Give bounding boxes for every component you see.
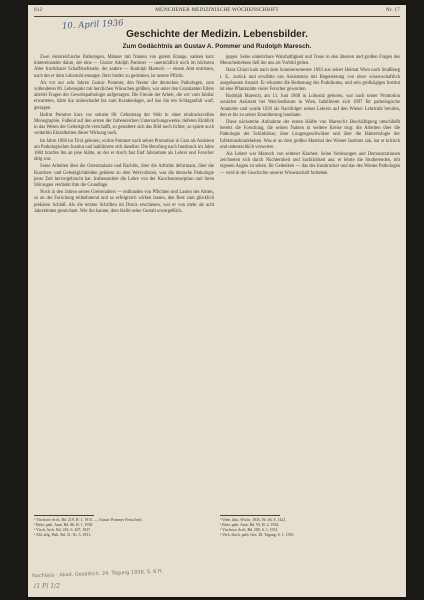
- footnote: ² Beitr. path. Anat. Bd. 86, H. 1, 1930.: [34, 523, 94, 527]
- library-stamp: Nachlass · Akad. Gesellsch. 24. Tagung 1936, S. 6 ff.: [31, 568, 164, 580]
- handwritten-date: 10. April 1936: [61, 18, 124, 32]
- paragraph: Diese nächsterne Aufnahme der ersten Hälfte von Maresch's Beschäftigung umschließt bereits die Forschung, die seinen Namen in weitere Kreise trug: die Arbeiten über die Pathologie der Schilddrüse, über Lungengeschwülste und über die Bakteriologie der Infektionskrankheiten. Was er an dem großen Material des Wiener Instituts sah, hat er kritisch und unbestechlich verwertet.: [220, 120, 400, 150]
- page-number: 612: [34, 7, 43, 13]
- journal-title: MÜNCHENER MEDIZINISCHE WOCHENSCHRIFT: [155, 7, 279, 13]
- paragraph: Hofrat Pommer kurz vor seinem 80. Geburtstag der Welt in einer eindrucksvollen Monographie, Fußend auf den ersten der farbenreichen Untersuchungswerke, tieferen Einblick in das Wesen der Gelenkgicht verschafft, so gestaltete sich das Bild noch lichter, so spärte auch weiterhin Einzelheiten dieser Wirkung nach.: [34, 112, 214, 137]
- footnote: ¹ Virchows Arch. Bd. 219, H. 1, 1915. — Gustav Pommer Festschrift.: [34, 518, 143, 522]
- paragraph: Zwei österreichische Pathologen, Männer mit Namen von gutem Klange, sanken kurz hintereinander dahin, der eine — Gustav Adolph Pommer — unermüdlich noch im höchsten Alter fruchtbarer Schaffensfreude, der andere — Rudolph Maresch — einem Amt entrissen, nach der er dem Lehrstuhl entsagte. Ihrer beider zu gedenken, ist unsere Pflicht.: [34, 55, 214, 79]
- paragraph: Hans Chiari kam nach dem Sommersemester 1893 aus seiner Heimat Wien nach Straßburg i. E., zurück und erwählte uns Assistenten mit Begeisterung von einer wissenschaftlich ausgebauten Anstalt. Er erkannte die Bedeutung des Praktikums, und sein großzügiges Institut ist eine Pflanzstätte vieler Forscher geworden.: [220, 68, 400, 93]
- left-column: [34, 55, 214, 215]
- footnote: ² Beitr. path. Anat. Bd. 93, H. 2, 1934.: [220, 523, 280, 527]
- left-footnotes: [34, 518, 214, 538]
- paragraph: Im Jahre 1868 im Tirol geboren, wirkte Pommer nach seiner Promotion in Graz als Assistent am Pathologischen Institut und habilitierte sich daselbst. Die Berufung nach Innsbruck im Jahre 1884 brachte ihn an jene Stätte, an der er durch fast fünf Jahrzehnte als Lehrer und Forscher tätig war.: [34, 138, 214, 163]
- paragraph: Als vor nur acht Jahren Gustav Pommer, den Nestor der deutschen Pathologen, zum vollendeten 80. Lebensjahr mit herzlichen Wünschen grüßten, war unter den Gratulanten Eifers allerlei Fragen der Gewebspathologie aufgetragen. Die Freude der Arbeit, die wir vom Jubilar erwarteten, hätte ihn unbeschadet bis zum Krankenlager, auf das ihn ein Schlaganfall warf, getragen.: [34, 80, 214, 111]
- footnote-rule: [34, 515, 94, 516]
- footnote: ³ Virchows Arch. Bd. 280, S. 1, 1931.: [220, 528, 279, 532]
- article-title: Geschichte der Medizin. Lebensbilder.: [126, 29, 308, 40]
- issue-number: Nr. 17: [385, 7, 400, 13]
- pencil-note: (1 P) 1/2: [34, 583, 61, 590]
- paragraph: Seine Arbeiten über die Osteomalazie und Rachitis, über die Arthritis deformans, über die Knochen- und Gelenkgichtleiden gehören zu dem Wertvollsten, was die deutsche Pathologie jener Zeit hervorgebracht hat. Insbesondere die Lehre von der Knochenresorption und ihren Störungen verdankt ihm die Grundlage.: [34, 164, 214, 189]
- footnote: ¹ Wien. klin. Wschr. 1935, Nr. 46, S. 1421.: [220, 518, 287, 522]
- footnote: ³ Virch. Arch. Bd. 263, S. 407, 1927.: [34, 528, 92, 532]
- article-subtitle: Zum Gedächtnis an Gustav A. Pommer und Rudolph Maresch.: [122, 43, 312, 50]
- running-head: [34, 7, 400, 16]
- footnote-rule: [220, 515, 280, 516]
- journal-page: [28, 5, 406, 597]
- paragraph: gegen. Seine unbeirrbare Wahrhaftigkeit und Treue in den ältesten und großen Fragen des Menschenlebens ließ ihn uns als Vorbild gelten.: [220, 55, 400, 67]
- footnote: ⁴ Verh. dtsch. path. Ges. 28. Tagung, S. 1, 1935.: [220, 533, 295, 537]
- header-rule: [34, 16, 400, 17]
- paragraph: Als Lehrer war Maresch von seltener Klarheit. Seine Vorlesungen und Demonstrationen zeichneten sich durch Nüchternheit und Sachlichkeit aus; er lehrte die Studierenden, mit eigenen Augen zu sehen. Ihr Gedenken — das des Innsbrucker und das des Wiener Pathologen — wird in der Geschichte unserer Wissenschaft fortleben.: [220, 152, 400, 176]
- right-column: [220, 55, 400, 177]
- footnote: ⁴ Zbl. allg. Path. Bd. 51, Nr. 5, 1931.: [34, 533, 92, 537]
- paragraph: Rudolph Maresch, am 13. Juni 1868 in Lobositz geboren, war nach seiner Promotion zunächst Assistent bei Weichselbaum in Wien, habilitierte sich 1897 für pathologische Anatomie und wurde 1920 als Nachfolger seines Lehrers auf den Wiener Lehrstuhl berufen, den er bis zu seiner Emeritierung innehatte.: [220, 94, 400, 118]
- right-footnotes: [220, 518, 400, 538]
- paragraph: Noch in den Jahren seines Greisenalters — entbunden von Pflichten und Lasten des Amtes, so an der Forschung teilnehmend und so erfolgreich wirken lassen, den Rest zum glücklich prekären Schluß. Als die letzten Schriften im Druck erschienen, war er von mehr als acht Jahrzehnten gezeichnet. Wer ihn kannte, dem bleibt seine Gestalt unvergeßlich.: [34, 190, 214, 214]
